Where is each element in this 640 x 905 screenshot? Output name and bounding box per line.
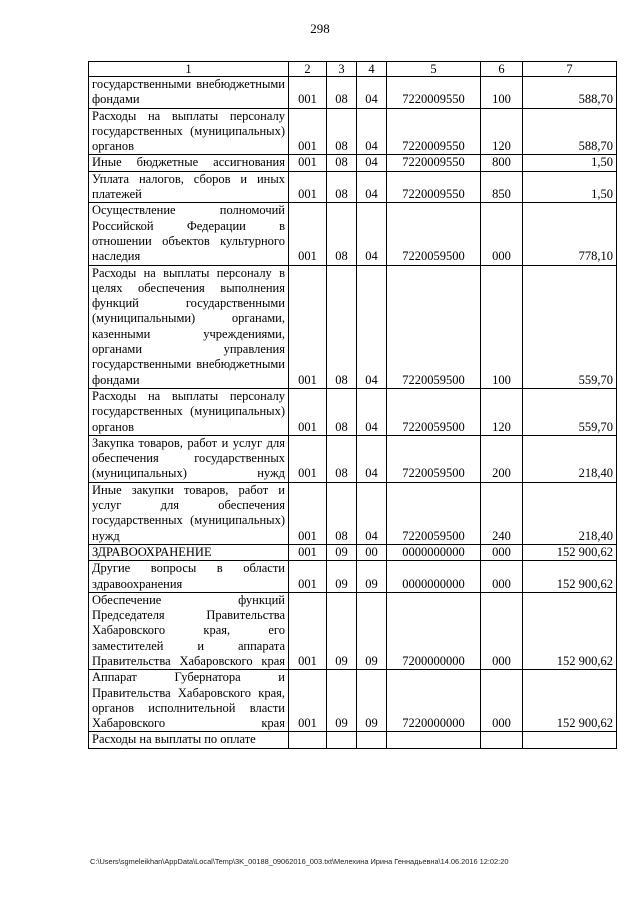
code-target-cell: 7220059500 (387, 435, 481, 482)
header-cell: 7 (523, 62, 617, 77)
footer-file-path: C:\Users\sgmeleikhan\AppData\Local\Temp\3K_00188_09062016_003.txt\Мелехина Ирина Геннадьевна\14.06.2016 12:02:20 (90, 857, 509, 866)
table-row (89, 388, 617, 435)
code-target-cell: 7220009550 (387, 108, 481, 155)
code-section-cell: 09 (327, 561, 357, 593)
code-section-cell: 08 (327, 155, 357, 171)
code-subsection-cell: 04 (357, 108, 387, 155)
code-section-cell (327, 732, 357, 748)
header-cell: 1 (89, 62, 289, 77)
code-expense-type-cell: 000 (481, 544, 523, 560)
header-cell: 5 (387, 62, 481, 77)
header-cell: 3 (327, 62, 357, 77)
amount-cell: 588,70 (523, 108, 617, 155)
code-expense-type-cell: 000 (481, 592, 523, 669)
code-subsection-cell: 04 (357, 77, 387, 109)
code-target-cell: 7220000000 (387, 670, 481, 732)
table-row (89, 670, 617, 732)
code-subsection-cell: 04 (357, 265, 387, 388)
code-section-cell: 08 (327, 265, 357, 388)
code-admin-cell: 001 (289, 670, 327, 732)
name-cell (89, 388, 289, 435)
name-cell (89, 108, 289, 155)
code-subsection-cell: 09 (357, 561, 387, 593)
row-label: ЗДРАВООХРАНЕНИЕ (92, 544, 212, 559)
row-label: государственными внебюджетными фондами (92, 77, 285, 107)
code-section-cell: 09 (327, 544, 357, 560)
code-subsection-cell: 09 (357, 670, 387, 732)
name-cell (89, 203, 289, 265)
code-target-cell: 7200000000 (387, 592, 481, 669)
code-target-cell (387, 732, 481, 748)
code-admin-cell: 001 (289, 482, 327, 544)
table-row (89, 171, 617, 203)
name-cell (89, 155, 289, 171)
row-label: Расходы на выплаты персоналу государственных (муниципальных) органов (92, 108, 285, 154)
row-label: Закупка товаров, работ и услуг для обеспечения государственных (муниципальных) нужд (92, 435, 285, 481)
row-label: Обеспечение функций Председателя Правительства Хабаровского края, его заместителей и аппарата Правительства Хабаровского края (92, 592, 285, 668)
code-admin-cell: 001 (289, 388, 327, 435)
table-row (89, 203, 617, 265)
code-expense-type-cell: 800 (481, 155, 523, 171)
table-row (89, 155, 617, 171)
code-expense-type-cell: 000 (481, 670, 523, 732)
amount-cell: 559,70 (523, 388, 617, 435)
code-expense-type-cell: 100 (481, 77, 523, 109)
code-subsection-cell: 04 (357, 171, 387, 203)
code-admin-cell (289, 732, 327, 748)
table-row (89, 732, 617, 748)
row-label: Расходы на выплаты по оплате (92, 732, 256, 747)
code-subsection-cell: 04 (357, 203, 387, 265)
code-admin-cell: 001 (289, 265, 327, 388)
code-subsection-cell: 04 (357, 155, 387, 171)
row-label: Иные бюджетные ассигнования (92, 155, 285, 170)
name-cell (89, 435, 289, 482)
name-cell (89, 171, 289, 203)
code-expense-type-cell: 850 (481, 171, 523, 203)
table-row (89, 561, 617, 593)
amount-cell (523, 732, 617, 748)
header-cell: 6 (481, 62, 523, 77)
amount-cell: 778,10 (523, 203, 617, 265)
name-cell (89, 592, 289, 669)
amount-cell: 1,50 (523, 155, 617, 171)
code-section-cell: 08 (327, 77, 357, 109)
code-expense-type-cell: 000 (481, 203, 523, 265)
code-subsection-cell: 04 (357, 388, 387, 435)
code-target-cell: 0000000000 (387, 561, 481, 593)
page-number: 298 (310, 21, 330, 36)
code-admin-cell: 001 (289, 108, 327, 155)
code-section-cell: 08 (327, 435, 357, 482)
table-row (89, 544, 617, 560)
table-row (89, 265, 617, 388)
header-cell: 2 (289, 62, 327, 77)
code-section-cell: 08 (327, 171, 357, 203)
code-expense-type-cell: 120 (481, 388, 523, 435)
code-target-cell: 7220009550 (387, 171, 481, 203)
row-label: Осуществление полномочий Российской Федерации в отношении объектов культурного наследия (92, 203, 285, 264)
amount-cell: 559,70 (523, 265, 617, 388)
code-target-cell: 7220059500 (387, 388, 481, 435)
code-admin-cell: 001 (289, 592, 327, 669)
table-row (89, 592, 617, 669)
budget-table (88, 61, 617, 749)
code-subsection-cell (357, 732, 387, 748)
code-section-cell: 08 (327, 388, 357, 435)
amount-cell: 152 900,62 (523, 544, 617, 560)
code-target-cell: 7220059500 (387, 482, 481, 544)
row-label: Другие вопросы в области здравоохранения (92, 561, 285, 591)
code-admin-cell: 001 (289, 171, 327, 203)
amount-cell: 1,50 (523, 171, 617, 203)
name-cell (89, 544, 289, 560)
code-admin-cell: 001 (289, 203, 327, 265)
row-label: Уплата налогов, сборов и иных платежей (92, 171, 285, 202)
code-target-cell: 7220009550 (387, 155, 481, 171)
name-cell (89, 265, 289, 388)
code-admin-cell: 001 (289, 561, 327, 593)
table-row (89, 482, 617, 544)
name-cell (89, 77, 289, 109)
code-target-cell: 0000000000 (387, 544, 481, 560)
code-admin-cell: 001 (289, 155, 327, 171)
code-admin-cell: 001 (289, 544, 327, 560)
code-target-cell: 7220059500 (387, 265, 481, 388)
code-expense-type-cell: 000 (481, 561, 523, 593)
row-label: Иные закупки товаров, работ и услуг для обеспечения государственных (муниципальных) нужд (92, 482, 285, 543)
amount-cell: 152 900,62 (523, 670, 617, 732)
header-cell: 4 (357, 62, 387, 77)
row-label: Расходы на выплаты персоналу в целях обеспечения выполнения функций государственными (муниципальными) органами, казенными учреждениями, органами управления государственными внебюджетными фондами (92, 265, 285, 387)
code-subsection-cell: 00 (357, 544, 387, 560)
code-expense-type-cell: 240 (481, 482, 523, 544)
name-cell (89, 732, 289, 748)
code-subsection-cell: 04 (357, 482, 387, 544)
row-label: Аппарат Губернатора и Правительства Хабаровского края, органов исполнительной власти Хабаровского края (92, 670, 285, 731)
name-cell (89, 561, 289, 593)
code-target-cell: 7220059500 (387, 203, 481, 265)
code-admin-cell: 001 (289, 435, 327, 482)
name-cell (89, 482, 289, 544)
code-expense-type-cell (481, 732, 523, 748)
code-subsection-cell: 09 (357, 592, 387, 669)
code-section-cell: 08 (327, 482, 357, 544)
table-row (89, 435, 617, 482)
code-admin-cell: 001 (289, 77, 327, 109)
code-section-cell: 09 (327, 592, 357, 669)
row-label: Расходы на выплаты персоналу государственных (муниципальных) органов (92, 388, 285, 434)
code-expense-type-cell: 120 (481, 108, 523, 155)
amount-cell: 152 900,62 (523, 561, 617, 593)
name-cell (89, 670, 289, 732)
amount-cell: 152 900,62 (523, 592, 617, 669)
table-row (89, 77, 617, 109)
code-expense-type-cell: 100 (481, 265, 523, 388)
code-target-cell: 7220009550 (387, 77, 481, 109)
amount-cell: 218,40 (523, 435, 617, 482)
table-row (89, 108, 617, 155)
amount-cell: 218,40 (523, 482, 617, 544)
code-section-cell: 08 (327, 108, 357, 155)
code-section-cell: 08 (327, 203, 357, 265)
code-subsection-cell: 04 (357, 435, 387, 482)
code-expense-type-cell: 200 (481, 435, 523, 482)
amount-cell: 588,70 (523, 77, 617, 109)
header-row (89, 62, 617, 77)
code-section-cell: 09 (327, 670, 357, 732)
